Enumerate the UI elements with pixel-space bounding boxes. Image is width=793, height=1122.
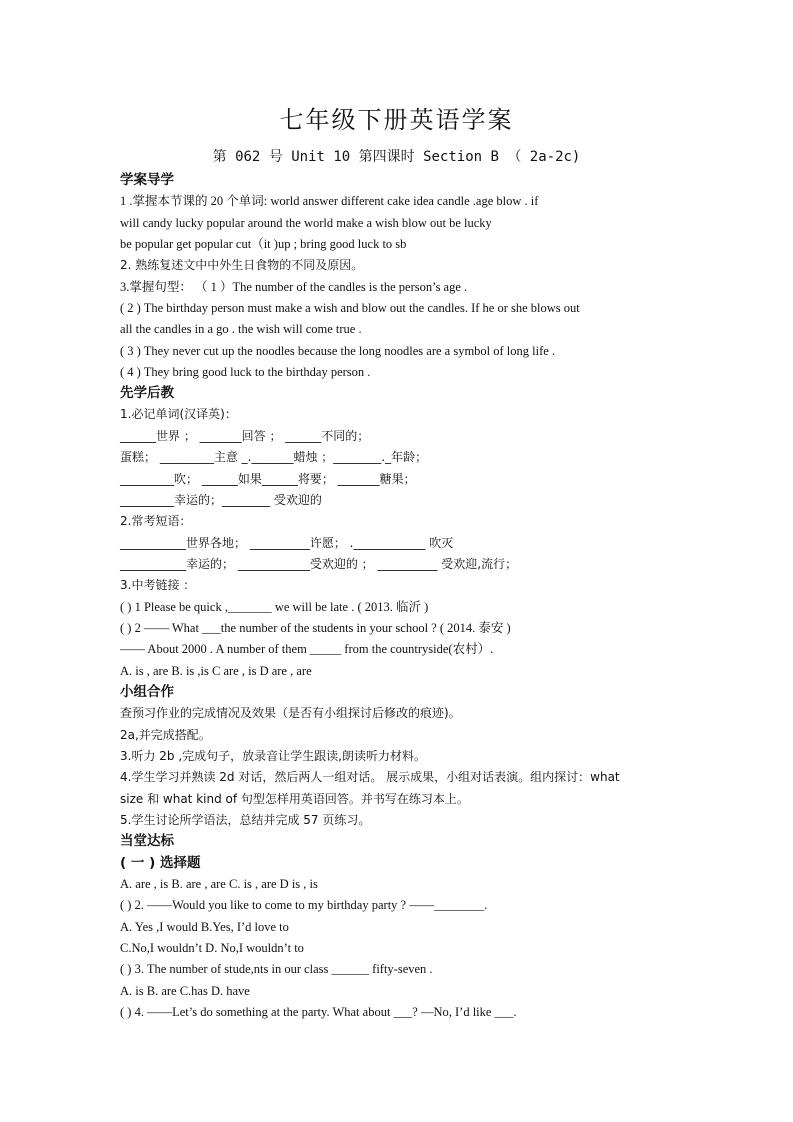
guide-line: will candy lucky popular around the world make a wish blow out be lucky (120, 216, 492, 230)
classwork-line: A. is B. are C.has D. have (120, 984, 250, 998)
guide-line: all the candles in a go . the wish will come true . (120, 322, 362, 336)
classwork-section: ( 一 ) 选择题 (120, 855, 201, 871)
guide-line: 1 .掌握本节课的 20 个单词: world answer different cake idea candle .age blow . if (120, 194, 539, 208)
prestudy-line: —— About 2000 . A number of them _____ from the countryside(农村）. (120, 642, 494, 656)
group-line: 4.学生学习并熟读 2d 对话，然后两人一组对话。 展示成果，小组对话表演。组内探讨：what (120, 770, 620, 784)
prestudy-line: ( ) 2 —— What ___the number of the students in your school ? ( 2014. 泰安 ) (120, 621, 511, 635)
guide-line: 3.掌握句型： （ 1 ）The number of the candles is the person’s age . (120, 280, 468, 294)
classwork-line: A. are , is B. are , are C. is , are D is , is (120, 877, 318, 891)
prestudy-line: _________吹； ______如果______将要； _______糖果； (120, 472, 416, 486)
guide-line: ( 2 ) The birthday person must make a wish and blow out the candles. If he or she blows out (120, 301, 580, 315)
classwork-line: C.No,I wouldn’t D. No,I wouldn’t to (120, 941, 304, 955)
classwork-line: ( ) 2. ——Would you like to come to my birthday party ? ——________. (120, 898, 488, 912)
prestudy-line: 3.中考链接 ： (120, 578, 196, 592)
group-heading: 小组合作 (120, 684, 174, 700)
group-line: 2a,并完成搭配。 (120, 728, 211, 742)
group-line: 3.听力 2b ,完成句子，放录音让学生跟读,朗读听力材料。 (120, 749, 426, 763)
prestudy-heading: 先学后教 (120, 385, 174, 401)
classwork-line: ( ) 3. The number of stude,nts in our class ______ fifty-seven . (120, 962, 433, 976)
group-line: 查预习作业的完成情况及效果（是否有小组探讨后修改的痕迹)。 (120, 706, 461, 720)
prestudy-line: A. is , are B. is ,is C are , is D are , are (120, 664, 312, 678)
prestudy-line: ( ) 1 Please be quick ,_______ we will be late . ( 2013. 临沂 ) (120, 600, 429, 614)
guide-line: be popular get popular cut（it )up ; bring good luck to sb (120, 237, 407, 251)
classwork-line: ( ) 4. ——Let’s do something at the party. What about ___? —No, I’d like ___. (120, 1005, 517, 1019)
prestudy-line: ______世界 ； _______回答 ； ______不同的； (120, 429, 370, 443)
prestudy-line: 1.必记单词(汉译英)： (120, 407, 237, 421)
guide-heading: 学案导学 (120, 172, 174, 188)
guide-line: ( 3 ) They never cut up the noodles because the long noodles are a symbol of long life . (120, 344, 556, 358)
page-subtitle: 第 062 号 Unit 10 第四课时 Section B （ 2a-2c) (212, 149, 581, 165)
classwork-heading: 当堂达标 (120, 833, 174, 849)
group-line: 5.学生讨论所学语法，总结并完成 57 页练习。 (120, 813, 371, 827)
classwork-line: A. Yes ,I would B.Yes, I’d love to (120, 920, 289, 934)
guide-line: ( 4 ) They bring good luck to the birthday person . (120, 365, 371, 379)
prestudy-line: 2.常考短语： (120, 514, 192, 528)
guide-line: 2. 熟练复述文中中外生日食物的不同及原因。 (120, 258, 364, 272)
prestudy-line: 蛋糕； _________主意 _._______蜡烛 ；________._年龄； (120, 450, 428, 464)
prestudy-line: ___________世界各地； __________许愿； .____________ 吹灭 (120, 536, 454, 550)
page-title: 七年级下册英语学案 (279, 106, 514, 134)
prestudy-line: ___________幸运的； ____________受欢迎的 ； __________ 受欢迎,流行； (120, 557, 518, 571)
prestudy-line: _________幸运的；________ 受欢迎的 (120, 493, 322, 507)
group-line: size 和 what kind of 句型怎样用英语回答。并书写在练习本上。 (120, 792, 469, 806)
